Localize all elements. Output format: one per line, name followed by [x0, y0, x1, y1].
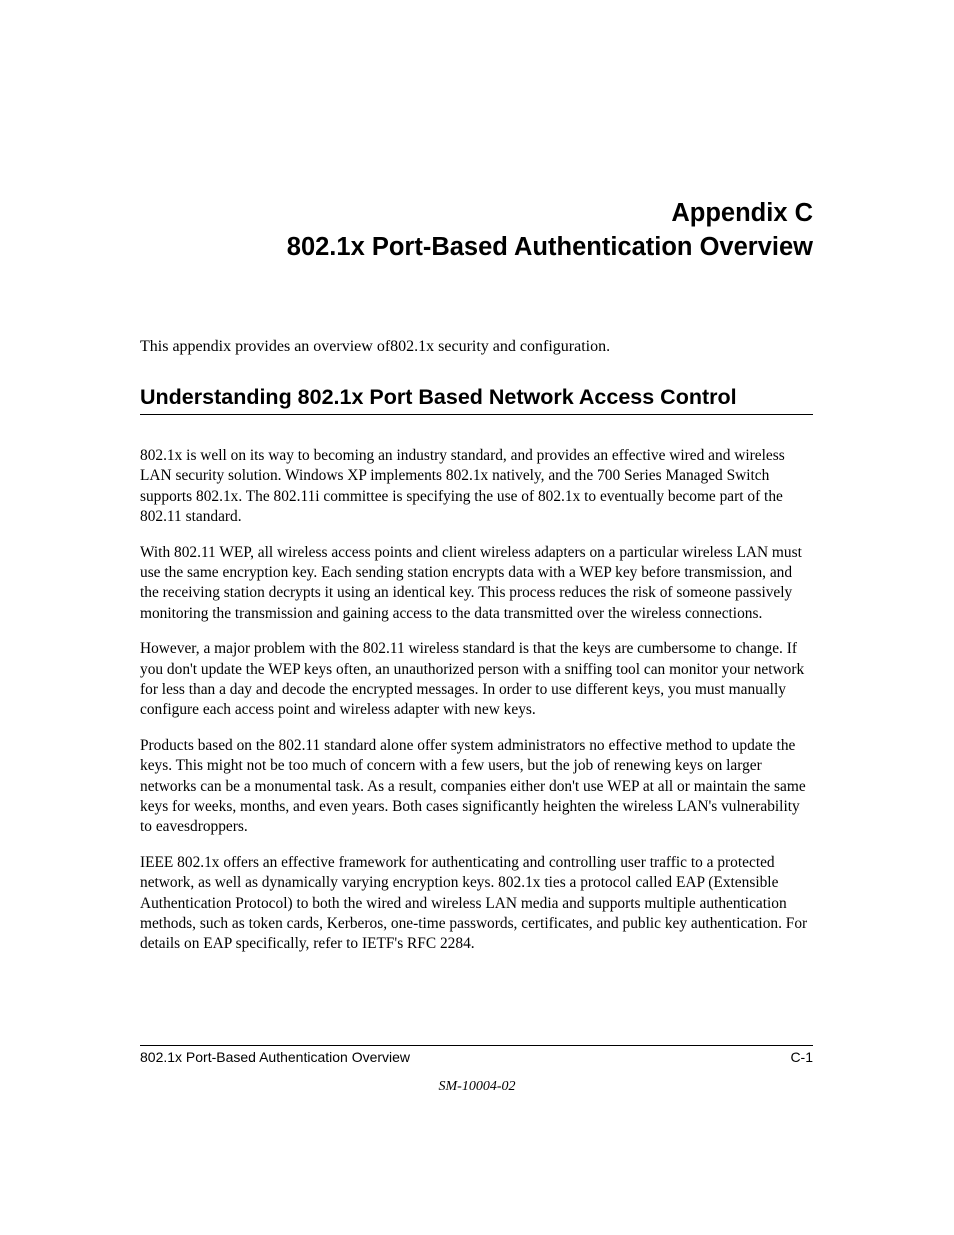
document-id: SM-10004-02: [438, 1079, 516, 1094]
appendix-title-line-1: Appendix C: [671, 199, 813, 227]
body-paragraph-2: With 802.11 WEP, all wireless access points and client wireless adapters on a particular wireless LAN must use the same encryption key. Each sending station encrypts data with a WEP key before transmission, and the receiving station decrypts it using an identical key. This process reduces the risk of someone passively monitoring the transmission and gaining access to the data transmitted over the wireless connections.: [140, 543, 802, 622]
footer-page-number: C-1: [790, 1049, 813, 1065]
body-paragraph-5: IEEE 802.1x offers an effective framework for authenticating and controlling user traffic to a protected network, as well as dynamically varying encryption keys. 802.1x ties a protocol called EAP (Extensible Authentication Protocol) to both the wired and wireless LAN media and supports multiple authentication methods, such as token cards, Kerberos, one-time passwords, certificates, and public key authentication. For details on EAP specifically, refer to IETF's RFC 2284.: [140, 854, 808, 953]
appendix-title: [287, 196, 813, 264]
section-body: [140, 446, 813, 970]
section-heading: Understanding 802.1x Port Based Network Access Control: [140, 383, 813, 415]
footer-rule: [140, 1045, 813, 1046]
body-paragraph-4: Products based on the 802.11 standard alone offer system administrators no effective method to update the keys. This might not be too much of concern with a few users, but the job of renewing keys on larger networks can be a monumental task. As a result, companies either don't use WEP at all or maintain the same keys for weeks, months, and even years. Both cases significantly heighten the wireless LAN's vulnerability to eavesdroppers.: [140, 737, 806, 836]
appendix-title-line-2: 802.1x Port-Based Authentication Overview: [286, 233, 813, 261]
body-paragraph-1: 802.1x is well on its way to becoming an industry standard, and provides an effective wired and wireless LAN security solution. Windows XP implements 802.1x natively, and the 700 Series Managed Switch supports 802.1x. The 802.11i committee is specifying the use of 802.1x to eventually become part of the 802.11 standard.: [140, 447, 785, 525]
footer-chapter-title: 802.1x Port-Based Authentication Overview: [140, 1049, 411, 1065]
intro-paragraph: This appendix provides an overview of802.1x security and configuration.: [140, 338, 611, 355]
body-paragraph-3: However, a major problem with the 802.11 wireless standard is that the keys are cumbersome to change. If you don't update the WEP keys often, an unauthorized person with a sniffing tool can monitor your network for less than a day and decode the encrypted messages. In order to use different keys, you must manually configure each access point and wireless adapter with new keys.: [140, 640, 805, 719]
